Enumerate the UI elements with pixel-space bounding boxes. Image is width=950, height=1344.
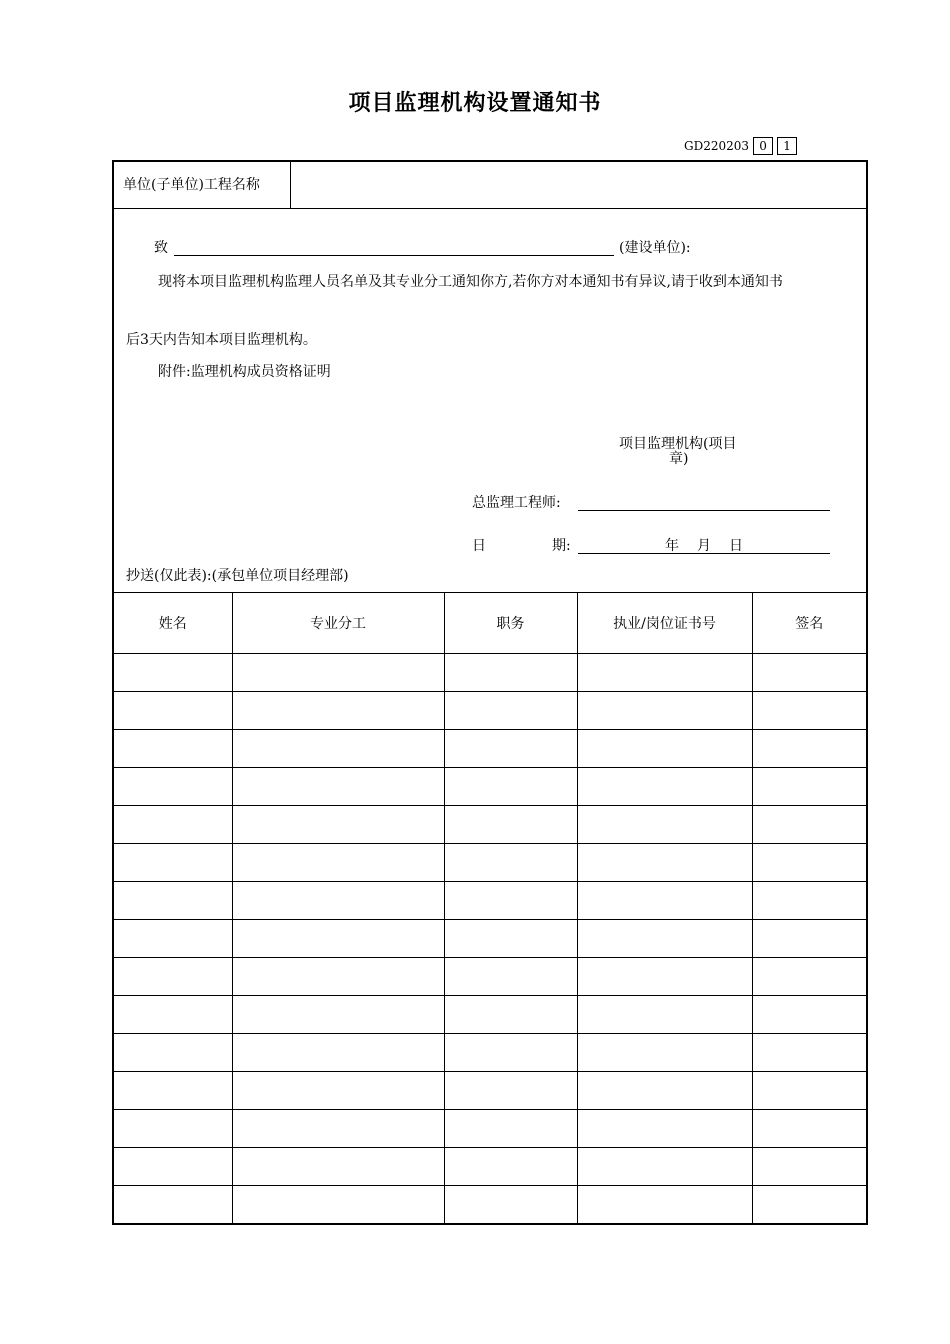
certificate-cell[interactable] [577,882,752,920]
name-cell[interactable] [114,1110,232,1148]
position-cell[interactable] [444,844,577,882]
form-code [684,137,797,155]
specialty-cell[interactable] [232,768,444,806]
certificate-cell[interactable] [577,1034,752,1072]
certificate-cell[interactable] [577,1186,752,1224]
table-row [114,1110,866,1148]
header-specialty: 专业分工 [232,593,444,654]
specialty-cell[interactable] [232,654,444,692]
date-day-label: 日 [729,538,743,554]
notice-section [114,209,866,592]
position-cell[interactable] [444,1148,577,1186]
header-certificate: 执业/岗位证书号 [577,593,752,654]
specialty-cell[interactable] [232,996,444,1034]
form-title: 项目监理机构设置通知书 [348,91,602,116]
certificate-cell[interactable] [577,996,752,1034]
certificate-cell[interactable] [577,1072,752,1110]
position-cell[interactable] [444,1110,577,1148]
position-cell[interactable] [444,920,577,958]
name-cell[interactable] [114,768,232,806]
certificate-cell[interactable] [577,1110,752,1148]
name-cell[interactable] [114,958,232,996]
chief-engineer-signature-field[interactable] [578,492,830,511]
name-cell[interactable] [114,882,232,920]
table-row [114,692,866,730]
name-cell[interactable] [114,1148,232,1186]
specialty-cell[interactable] [232,1034,444,1072]
specialty-cell[interactable] [232,844,444,882]
position-cell[interactable] [444,882,577,920]
table-row [114,806,866,844]
date-month-label: 月 [697,538,711,554]
table-row [114,730,866,768]
org-seal-line2: 章) [669,451,689,467]
signature-cell[interactable] [752,1148,866,1186]
date-label-1: 日 [472,538,486,554]
specialty-cell[interactable] [232,1148,444,1186]
certificate-cell[interactable] [577,844,752,882]
specialty-cell[interactable] [232,958,444,996]
header-signature: 签名 [752,593,866,654]
project-name-label: 单位(子单位)工程名称 [114,162,291,208]
date-year-label: 年 [665,538,679,554]
specialty-cell[interactable] [232,806,444,844]
position-cell[interactable] [444,958,577,996]
position-cell[interactable] [444,730,577,768]
to-prefix: 致 [154,240,168,256]
name-cell[interactable] [114,692,232,730]
specialty-cell[interactable] [232,1186,444,1224]
signature-cell[interactable] [752,730,866,768]
certificate-cell[interactable] [577,806,752,844]
date-field[interactable] [578,535,830,554]
signature-cell[interactable] [752,882,866,920]
position-cell[interactable] [444,654,577,692]
position-cell[interactable] [444,996,577,1034]
notice-body-line2: 后3天内告知本项目监理机构。 [126,332,317,348]
signature-cell[interactable] [752,692,866,730]
specialty-cell[interactable] [232,1110,444,1148]
date-label-2: 期: [552,538,571,554]
certificate-cell[interactable] [577,958,752,996]
specialty-cell[interactable] [232,730,444,768]
signature-cell[interactable] [752,958,866,996]
form-code-box-2: 1 [777,137,797,155]
name-cell[interactable] [114,1186,232,1224]
position-cell[interactable] [444,1072,577,1110]
position-cell[interactable] [444,806,577,844]
org-seal-line1: 项目监理机构(项目 [619,436,737,452]
table-row [114,1148,866,1186]
signature-cell[interactable] [752,1110,866,1148]
table-row [114,920,866,958]
header-position: 职务 [444,593,577,654]
position-cell[interactable] [444,692,577,730]
table-row [114,844,866,882]
specialty-cell[interactable] [232,882,444,920]
certificate-cell[interactable] [577,730,752,768]
signature-cell[interactable] [752,1072,866,1110]
table-row [114,1072,866,1110]
project-name-field[interactable] [292,162,866,208]
position-cell[interactable] [444,768,577,806]
table-row [114,1186,866,1224]
signature-cell[interactable] [752,806,866,844]
form-code-prefix: GD220203 [684,139,750,153]
name-cell[interactable] [114,996,232,1034]
form-frame [112,160,868,1225]
notice-body [118,274,864,291]
name-cell[interactable] [114,1034,232,1072]
header-name: 姓名 [114,593,232,654]
certificate-cell[interactable] [577,1148,752,1186]
project-name-row [114,162,866,209]
cc-note: 抄送(仅此表):(承包单位项目经理部) [126,568,349,584]
certificate-cell[interactable] [577,920,752,958]
name-cell[interactable] [114,844,232,882]
name-cell[interactable] [114,1072,232,1110]
recipient-field[interactable] [174,237,614,256]
chief-engineer-label: 总监理工程师: [472,495,561,511]
table-row [114,654,866,692]
name-cell[interactable] [114,920,232,958]
signature-cell[interactable] [752,654,866,692]
certificate-cell[interactable] [577,654,752,692]
position-cell[interactable] [444,1034,577,1072]
table-row [114,768,866,806]
specialty-cell[interactable] [232,1072,444,1110]
signature-cell[interactable] [752,768,866,806]
table-row [114,958,866,996]
notice-body-text: 现将本项目监理机构监理人员名单及其专业分工通知你方,若你方对本通知书有异议,请于收到本通知书 [158,274,783,290]
specialty-cell[interactable] [232,692,444,730]
specialty-cell[interactable] [232,920,444,958]
table-row [114,882,866,920]
signature-cell[interactable] [752,996,866,1034]
table-row [114,1034,866,1072]
form-code-box-1: 0 [753,137,773,155]
position-cell[interactable] [444,1186,577,1224]
attachment-note: 附件:监理机构成员资格证明 [158,364,331,380]
certificate-cell[interactable] [577,768,752,806]
name-cell[interactable] [114,654,232,692]
to-suffix: (建设单位): [619,240,691,256]
staff-table [114,592,866,1223]
name-cell[interactable] [114,806,232,844]
signature-cell[interactable] [752,920,866,958]
signature-cell[interactable] [752,844,866,882]
name-cell[interactable] [114,730,232,768]
table-row [114,996,866,1034]
certificate-cell[interactable] [577,692,752,730]
signature-cell[interactable] [752,1034,866,1072]
staff-table-header [114,593,866,654]
signature-cell[interactable] [752,1186,866,1224]
